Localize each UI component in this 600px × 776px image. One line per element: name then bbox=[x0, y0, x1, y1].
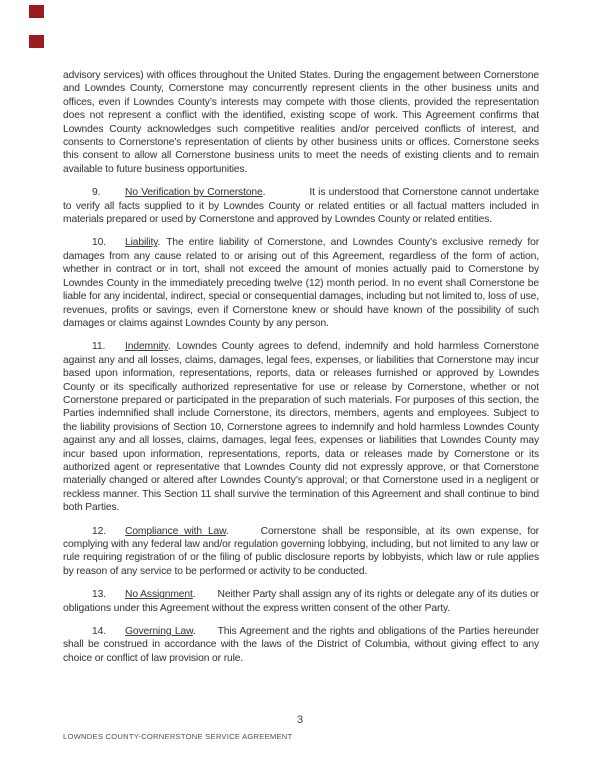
section-body: Cornerstone shall be responsible, at its own expense, for complying with any federal law and/or regulation governing lobbying, including, but not limited to any law or rule requiring registration of or the filing of public disclosure reports by lobbyists, which law or rule applies by reason of any service to be performed or activity to be conducted. bbox=[63, 525, 539, 577]
section-paragraph bbox=[63, 340, 539, 514]
section-paragraph bbox=[63, 625, 539, 665]
section-body: It is understood that Cornerstone cannot undertake to verify all facts supplied to it by Lowndes County or related entities or all factual matters included in materials prepared or used by Cornerstone and approved by Lowndes County or related entities. bbox=[63, 187, 539, 226]
section-number: 12. bbox=[92, 525, 106, 537]
section-heading: Compliance with Law bbox=[125, 525, 226, 537]
section-paragraph bbox=[63, 236, 539, 330]
section-heading: Indemnity bbox=[125, 341, 168, 353]
section-heading-period: . bbox=[157, 237, 161, 249]
section-number: 10. bbox=[92, 237, 106, 249]
section-heading-period: . bbox=[192, 589, 196, 601]
heading-gap bbox=[265, 194, 309, 195]
red-annotation-mark-bottom bbox=[29, 35, 44, 48]
section-heading-period: . bbox=[262, 187, 266, 199]
section-body: Lowndes County agrees to defend, indemnify and hold harmless Cornerstone against any and all losses, claims, damages, legal fees, expenses, or liabilities that Cornerstone may incur based upon information, representations, reports, data or releases furnished or approved by Lowndes County or its specifically authorized representative for use or release by Cornerstone, whether or not Cornerstone prepared or participated in the preparation of such materials. For purposes of this section, the Parties indemnified shall include Cornerstone, its directors, members, agents and employees. Subject to the liability provisions of Section 10, Cornerstone agrees to indemnify and hold harmless Lowndes County against any and all losses, claims, damages, legal fees, expenses or liabilities that Lowndes County may incur based upon information, representations, reports, data or releases made by Cornerstone or its authorized agent or representative that Lowndes County did not expressly approve, or that Cornerstone materially changed or altered after Lowndes County’s approval; or that Cornerstone used in a negligent or reckless manner. This Section 11 shall survive the termination of this Agreement and shall continue to bind both Parties. bbox=[63, 341, 539, 514]
red-annotation-mark-top bbox=[29, 5, 44, 18]
page-number: 3 bbox=[296, 714, 304, 726]
section-paragraph bbox=[63, 588, 539, 615]
section-heading: Liability bbox=[125, 237, 158, 249]
section-number: 14. bbox=[92, 626, 106, 638]
section-paragraph bbox=[63, 525, 539, 579]
section-heading: No Assignment bbox=[125, 589, 193, 601]
sections bbox=[63, 186, 539, 665]
section-number: 9. bbox=[92, 187, 101, 199]
section-body: This Agreement and the rights and obligations of the Parties hereunder shall be construed in accordance with the laws of the District of Columbia, without giving effect to any choice or conflict of law provision or rule. bbox=[63, 626, 539, 664]
heading-gap bbox=[196, 596, 218, 597]
section-heading-period: . bbox=[225, 525, 229, 537]
section-heading-period: . bbox=[192, 626, 196, 638]
section-heading-period: . bbox=[167, 341, 171, 353]
section-paragraph bbox=[63, 186, 539, 226]
page-body bbox=[63, 69, 539, 675]
continuation-paragraph: advisory services) with offices throughout the United States. During the engagement between Cornerstone and Lowndes County, Cornerstone may concurrently represent clients in the other business units and offices, even if Lowndes County’s interests may compete with those clients, provided the representation does not represent a conflict with the identified, existing scope of work. This Agreement confirms that Lowndes County acknowledges such competitive realities and/or perceived conflicts of interest, and consents to Cornerstone’s representation of clients by other business units or offices. Cornerstone seeks this consent to allow all Cornerstone business units to meet the needs of existing clients and to remain available to future business opportunities. bbox=[63, 70, 539, 175]
section-body: Neither Party shall assign any of its rights or delegate any of its duties or obligations under this Agreement without the express written consent of the other Party. bbox=[63, 589, 539, 614]
section-heading: No Verification by Cornerstone bbox=[125, 187, 263, 199]
section-number: 13. bbox=[92, 589, 106, 601]
section-body: The entire liability of Cornerstone, and Lowndes County’s exclusive remedy for damages from any cause related to or arising out of this Agreement, regardless of the form of action, whether in contract or in tort, shall not exceed the amount of monies actually paid to Cornerstone by Lowndes County in the immediately preceding twelve (12) month period. In no event shall Cornerstone be liable for any incidental, indirect, special or consequential damages, including but not limited to, loss of use, revenues, profits or savings, even if Cornerstone knew or should have known of the possibility of such damages or claims against Lowndes County by any person. bbox=[63, 237, 539, 329]
section-heading: Governing Law bbox=[125, 626, 193, 638]
section-number: 11. bbox=[92, 341, 106, 353]
footer-caption: LOWNDES COUNTY-CORNERSTONE SERVICE AGREEMENT bbox=[63, 732, 293, 741]
heading-gap bbox=[229, 533, 261, 534]
heading-gap bbox=[196, 633, 218, 634]
